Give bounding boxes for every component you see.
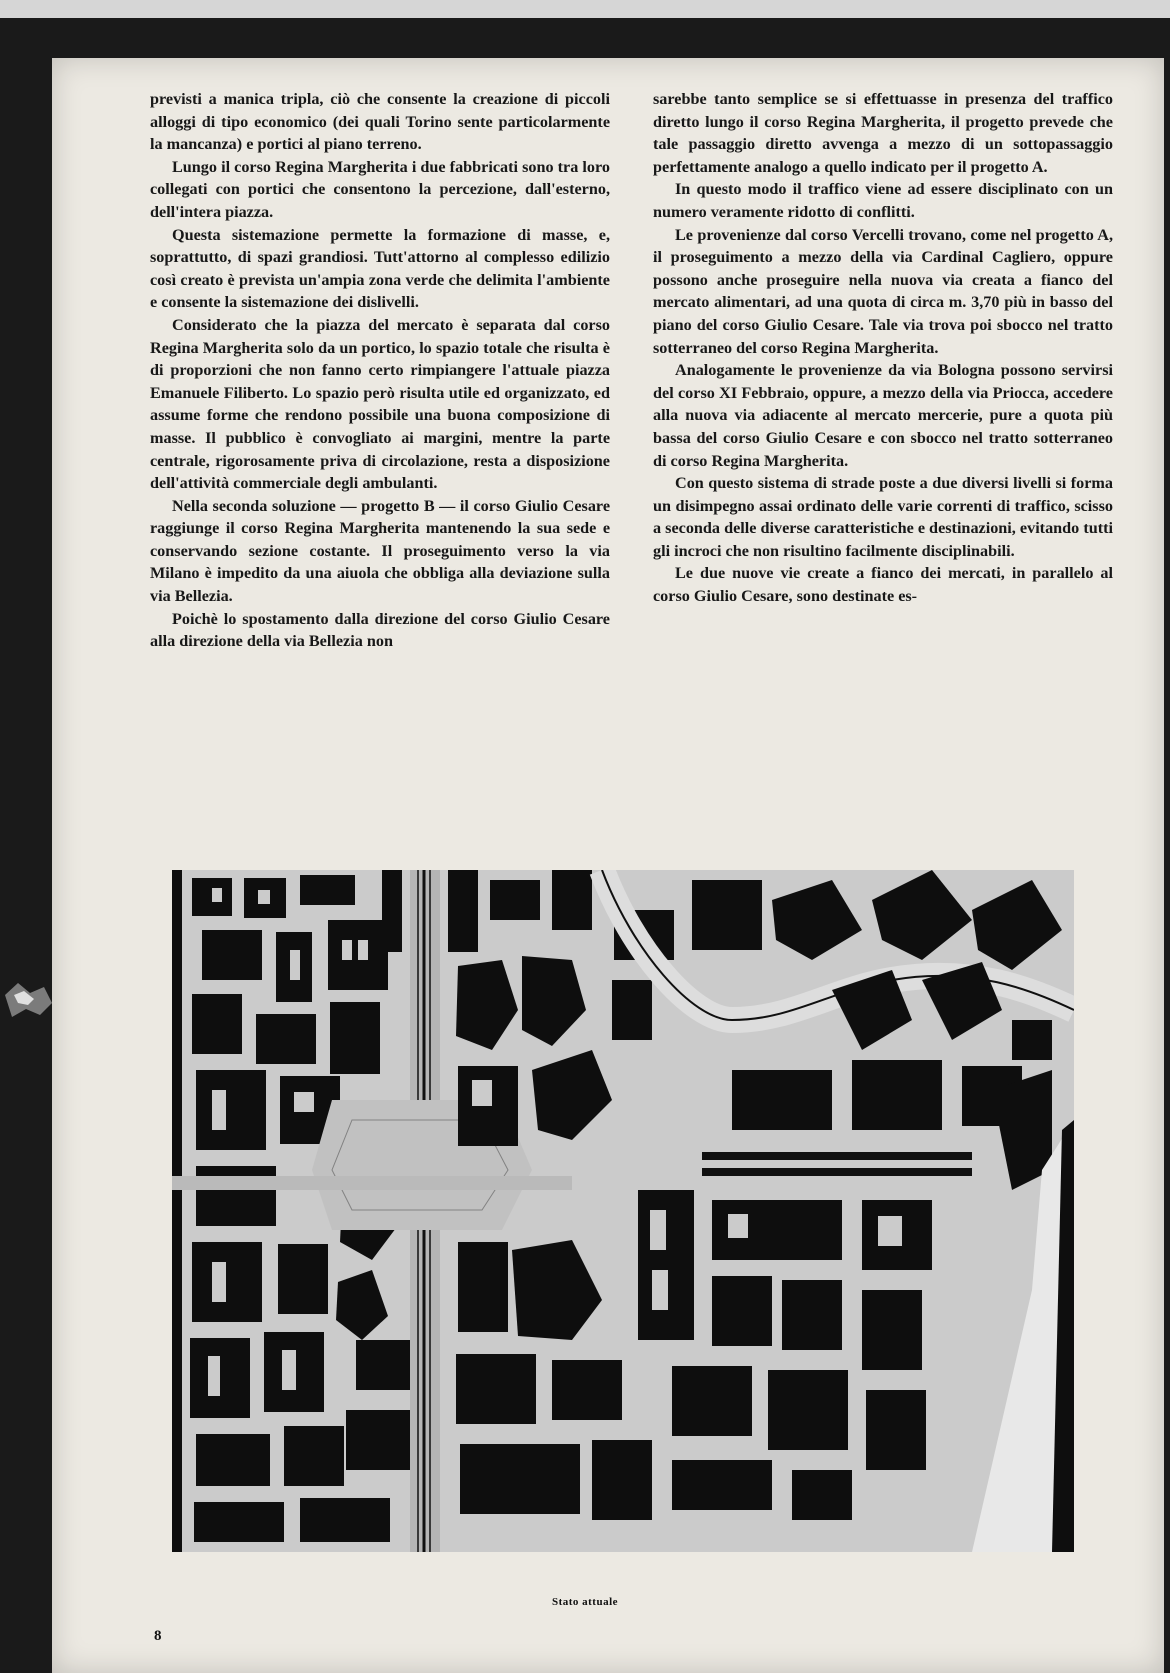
paragraph: previsti a manica tripla, ciò che consente la creazione di piccoli alloggi di tipo economico (dei quali Torino sente particolarmente la mancanza) e portici al piano terreno. [150, 90, 610, 154]
paragraph: Nella seconda soluzione — progetto B — il corso Giulio Cesare raggiunge il corso Regina Margherita mantenendo la sua sede e conservando sezione costante. Il proseguimento verso la via Milano è impedito da una aiuola che obbliga alla deviazione sulla via Bellezia. [150, 496, 610, 606]
paragraph: Le due nuove vie create a fianco dei mercati, in parallelo al corso Giulio Cesare, sono destinate es- [653, 564, 1113, 606]
paragraph: Questa sistemazione permette la formazione di masse, e, soprattutto, di spazi grandiosi. Tutt'attorno al complesso edilizio così creato è prevista un'ampia zona verde che delimita l'ambiente e consente la sistemazione dei dislivelli. [150, 225, 610, 312]
paragraph: Poichè lo spostamento dalla direzione del corso Giulio Cesare alla direzione della via Bellezia non [150, 609, 610, 651]
map-tone [172, 870, 1074, 1552]
figure-caption: Stato attuale [551, 1596, 619, 1608]
text-column-right [653, 88, 1113, 608]
scan-top-band [0, 0, 1170, 18]
paragraph: sarebbe tanto semplice se si effettuasse in presenza del traffico diretto lungo il corso Regina Margherita, il progetto prevede che tale passaggio diretto avvenga a mezzo di un sottopassaggio perfettamente analogo a quello indicato per il progetto A. [653, 90, 1113, 176]
paragraph: Con questo sistema di strade poste a due diversi livelli si forma un disimpegno assai ordinato delle varie correnti di traffico, scisso a seconda delle diverse caratteristiche e destinazioni, evitando tutti gli incroci che non risultino facilmente disciplinabili. [653, 474, 1113, 560]
city-plan-figure [172, 870, 1074, 1552]
paragraph: Le provenienze dal corso Vercelli trovano, come nel progetto A, il proseguimento a mezzo della via Cardinal Cagliero, oppure possono anche proseguire nella nuova via creata a fianco del mercato alimentari, ad una quota di circa m. 3,70 più in basso del piano del corso Giulio Cesare. Tale via trova poi sbocco nel tratto sotterraneo del corso Regina Margherita. [653, 225, 1113, 357]
margin-smudge [0, 965, 58, 1035]
paragraph: Analogamente le provenienze da via Bologna possono servirsi del corso XI Febbraio, oppure, a mezzo della via Priocca, accedere alla nuova via adiacente al mercato mercerie, pure a quota più bassa del corso Giulio Cesare e con sbocco nel tratto sotterraneo di corso Regina Margherita. [653, 361, 1113, 470]
city-plan-map [172, 870, 1074, 1552]
paragraph: Considerato che la piazza del mercato è separata dal corso Regina Margherita solo da un portico, lo spazio totale che risulta è di proporzioni che non fanno certo rimpiangere l'attuale piazza Emanuele Filiberto. Lo spazio però risulta utile ed organizzato, ed assume forme che rendono possibile una buona composizione di masse. Il pubblico è convogliato ai margini, mentre la parte centrale, rigorosamente priva di circolazione, resta a disposizione dell'attività commerciale degli ambulanti. [150, 315, 610, 493]
paragraph: Lungo il corso Regina Margherita i due fabbricati sono tra loro collegati con portici che consentono la percezione, dall'esterno, dell'intera piazza. [150, 157, 610, 221]
page-number: 8 [154, 1628, 162, 1644]
paragraph: In questo modo il traffico viene ad essere disciplinato con un numero veramente ridotto di conflitti. [653, 180, 1113, 221]
text-column-left [150, 88, 610, 653]
